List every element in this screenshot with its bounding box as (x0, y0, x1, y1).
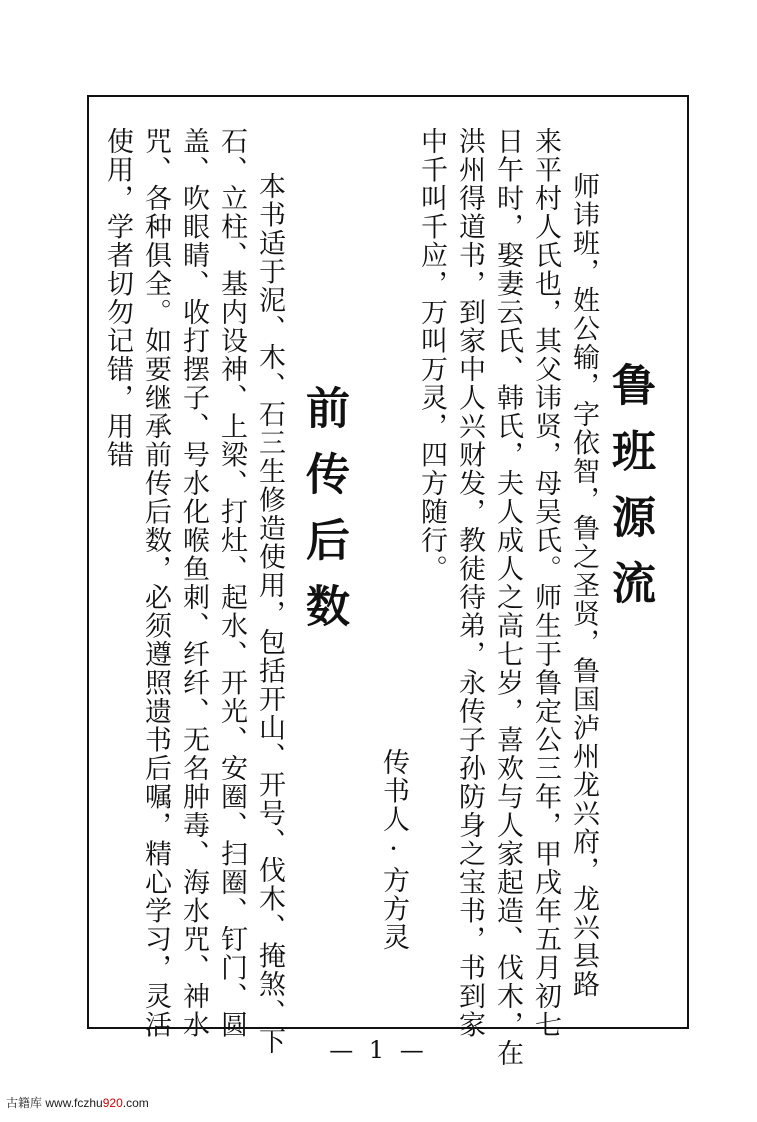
watermark-label: 古籍库 (6, 1096, 43, 1110)
section2-line-1: 本书适于泥、木、石三生修造使用，包括开山、开号、伐木、掩煞、下 (254, 172, 285, 1056)
section1-line-2: 来平村人氏也，其父讳贤，母吴氏。师生于鲁定公三年，甲戌年五月初七 (530, 127, 561, 1039)
section2-line-5: 使用，学者切勿记错，用错 (102, 127, 133, 469)
watermark-url[interactable] (45, 1096, 148, 1110)
section2-line-2: 石、立柱、基内设神、上梁、打灶、起水、开光、安圈、扫圈、钉门、圆 (216, 127, 247, 1039)
section1-author: 传书人·方方灵 (378, 748, 409, 952)
section2-line-4: 咒、各种俱全。如要继承前传后数，必须遵照遗书后嘱，精心学习，灵活 (140, 127, 171, 1039)
site-watermark (6, 1094, 149, 1111)
section1-title: 鲁班源流 (604, 362, 655, 626)
page-number: — 1 — (329, 1036, 428, 1064)
section2-title: 前传后数 (298, 385, 349, 649)
section1-line-5: 中千叫千应，万叫万灵，四方随行。 (416, 127, 447, 583)
section2-line-3: 盖、吹眼睛、收打摆子、号水化喉鱼刺、纤纤、无名肿毒、海水咒、神水 (178, 127, 209, 1039)
section1-line-3: 日午时，娶妻云氏、韩氏，夫人成人之高七岁，喜欢与人家起造、伐木，在 (492, 127, 523, 1068)
watermark-url-part-c: .com (122, 1096, 149, 1110)
section1-line-4: 洪州得道书，到家中人兴财发，教徒待弟，永传子孙防身之宝书，书到家 (454, 127, 485, 1039)
watermark-url-part-a: www.fczhu (45, 1096, 103, 1110)
watermark-url-part-b: 920 (102, 1096, 123, 1110)
section1-line-1: 师讳班，姓公输，字依智，鲁之圣贤，鲁国泸州龙兴府，龙兴县路 (568, 172, 599, 999)
